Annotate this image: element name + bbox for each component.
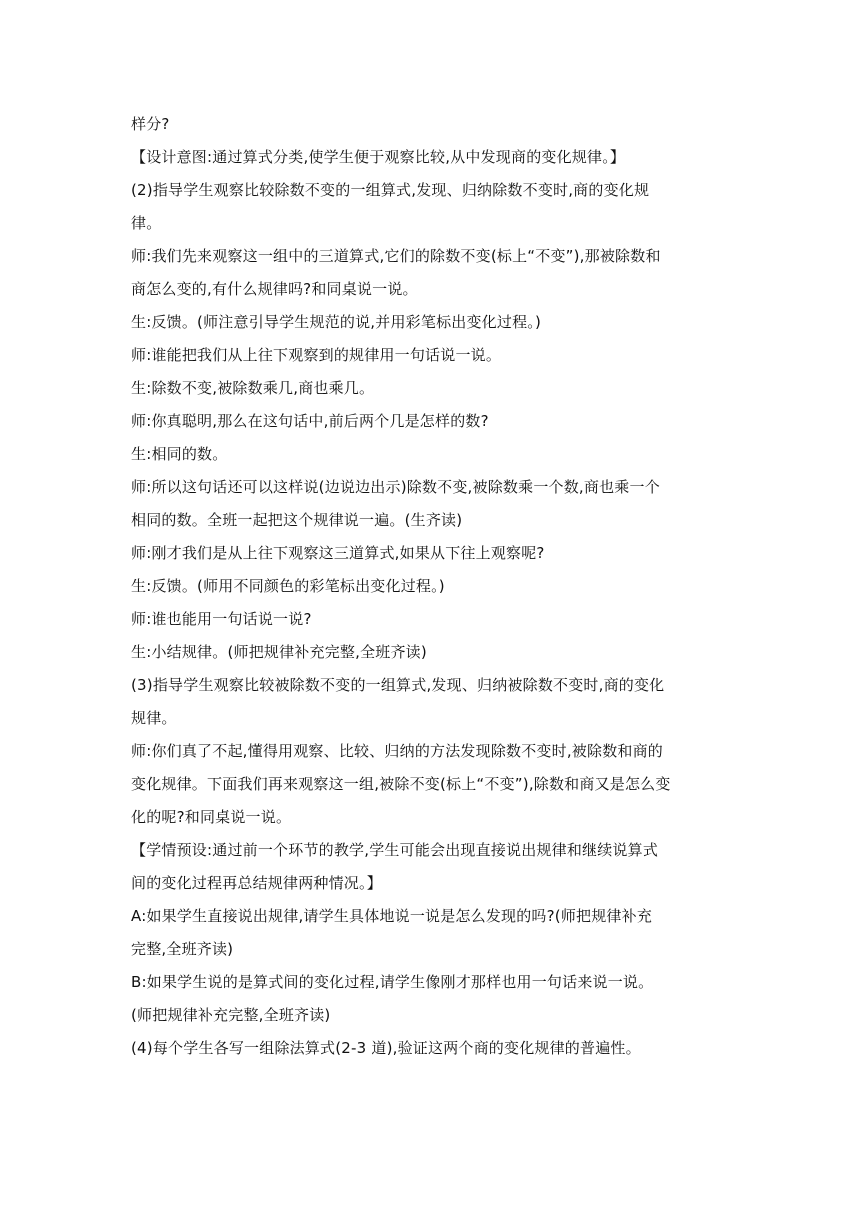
text-line: A:如果学生直接说出规律,请学生具体地说一说是怎么发现的吗?(师把规律补充 bbox=[131, 907, 653, 925]
text-line: 化的呢?和同桌说一说。 bbox=[131, 808, 292, 826]
text-line: 师:谁也能用一句话说一说? bbox=[131, 610, 312, 628]
text-line: 商怎么变的,有什么规律吗?和同桌说一说。 bbox=[131, 280, 418, 298]
text-line: (4)每个学生各写一组除法算式(2-3 道),验证这两个商的变化规律的普遍性。 bbox=[131, 1039, 641, 1057]
text-line: 师:所以这句话还可以这样说(边说边出示)除数不变,被除数乘一个数,商也乘一个 bbox=[131, 478, 660, 496]
text-line: 样分? bbox=[131, 115, 170, 133]
text-line: 间的变化过程再总结规律两种情况。】 bbox=[131, 874, 382, 892]
text-line: 师:你们真了不起,懂得用观察、比较、归纳的方法发现除数不变时,被除数和商的 bbox=[131, 742, 663, 760]
text-line: 师:刚才我们是从上往下观察这三道算式,如果从下往上观察呢? bbox=[131, 544, 545, 562]
text-line: 【学情预设:通过前一个环节的教学,学生可能会出现直接说出规律和继续说算式 bbox=[131, 841, 659, 859]
document-body bbox=[131, 108, 731, 1065]
text-line: 生:除数不变,被除数乘几,商也乘几。 bbox=[131, 379, 375, 397]
text-line: 生:相同的数。 bbox=[131, 445, 228, 463]
text-line: 师:谁能把我们从上往下观察到的规律用一句话说一说。 bbox=[131, 346, 502, 364]
text-line: (3)指导学生观察比较被除数不变的一组算式,发现、归纳被除数不变时,商的变化 bbox=[131, 676, 665, 694]
text-line: 师:我们先来观察这一组中的三道算式,它们的除数不变(标上“不变”),那被除数和 bbox=[131, 247, 661, 265]
text-line: (师把规律补充完整,全班齐读) bbox=[131, 1006, 331, 1024]
text-line: 相同的数。全班一起把这个规律说一遍。(生齐读) bbox=[131, 511, 463, 529]
text-line: 生:反馈。(师用不同颜色的彩笔标出变化过程。) bbox=[131, 577, 445, 595]
text-line: 生:反馈。(师注意引导学生规范的说,并用彩笔标出变化过程。) bbox=[131, 313, 542, 331]
text-line: B:如果学生说的是算式间的变化过程,请学生像刚才那样也用一句话来说一说。 bbox=[131, 973, 654, 991]
text-line: 生:小结规律。(师把规律补充完整,全班齐读) bbox=[131, 643, 427, 661]
text-line: 规律。 bbox=[131, 709, 177, 727]
text-line: 完整,全班齐读) bbox=[131, 940, 234, 958]
text-line: 变化规律。下面我们再来观察这一组,被除不变(标上“不变”),除数和商又是怎么变 bbox=[131, 775, 671, 793]
text-line: 师:你真聪明,那么在这句话中,前后两个几是怎样的数? bbox=[131, 412, 489, 430]
text-line: 律。 bbox=[131, 214, 162, 232]
text-line: 【设计意图:通过算式分类,使学生便于观察比较,从中发现商的变化规律。】 bbox=[131, 148, 626, 166]
text-line: (2)指导学生观察比较除数不变的一组算式,发现、归纳除数不变时,商的变化规 bbox=[131, 181, 650, 199]
